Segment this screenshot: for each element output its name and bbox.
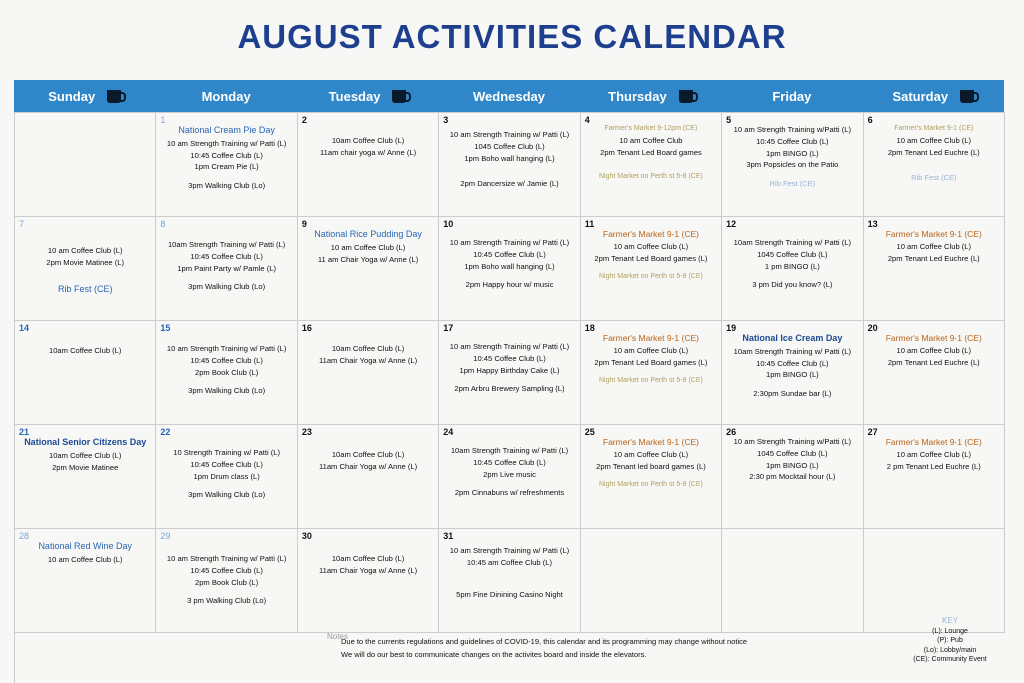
event: 10 am Coffee Club (L)	[330, 242, 406, 252]
event: 10 am Strength Training w/ Patti (L)	[166, 344, 287, 353]
day-header-saturday	[863, 80, 1004, 112]
day-number: 14	[19, 323, 30, 333]
event: 10 am Strength Training w/Patti (L)	[733, 437, 852, 446]
day-cell	[439, 425, 580, 529]
event: 3 pm Did you know? (L)	[752, 280, 833, 290]
event-special-day: National Rice Pudding Day	[314, 229, 422, 239]
event: 1pm BINGO (L)	[765, 148, 819, 158]
event: 2pm Dancersize w/ Jamie (L)	[460, 179, 559, 189]
day-cell	[298, 217, 439, 321]
day-number: 1	[160, 115, 166, 125]
weekday-header	[14, 80, 1004, 112]
day-cell	[722, 113, 863, 217]
event: 11am Chair Yoga w/ Anne (L)	[318, 461, 418, 471]
event: 2pm Tenant Led Board games (L)	[594, 357, 708, 367]
event: 1pm BINGO (L)	[765, 460, 819, 470]
notes-label: Notes	[327, 632, 348, 641]
event: 2pm Arbru Brewery Sampling (L)	[454, 384, 565, 394]
event-farmers-market: Farmer's Market 9-1 (CE)	[602, 333, 699, 343]
day-cell	[15, 113, 156, 217]
event: 2:30pm Sundae bar (L)	[753, 389, 832, 399]
event: 10:45 Coffee Club (L)	[190, 565, 263, 575]
day-number: 22	[160, 427, 171, 437]
day-cell	[298, 425, 439, 529]
day-cell	[864, 113, 1005, 217]
day-number: 12	[726, 219, 737, 229]
day-cell	[581, 321, 722, 425]
day-header-wednesday	[438, 80, 579, 112]
day-number: 11	[584, 219, 595, 229]
event: 10:45 Coffee Club (L)	[190, 251, 263, 261]
event: 2pm Live music	[483, 469, 536, 479]
day-header-monday	[155, 80, 296, 112]
event: 1pm Paint Party w/ Pamle (L)	[177, 263, 277, 273]
event-community: Night Market on Perth st 5-8 (CE)	[598, 272, 703, 280]
event: 10 am Strength Training w/Patti (L)	[733, 125, 852, 134]
day-cell	[864, 425, 1005, 529]
day-header-sunday	[14, 80, 155, 112]
event-community: Night Market on Perth st 5-8 (CE)	[598, 480, 703, 488]
event: 1 pm BINGO (L)	[764, 261, 820, 271]
day-label: Sunday	[48, 88, 96, 104]
event-special-day: National Ice Cream Day	[742, 333, 843, 343]
day-number: 3	[443, 115, 449, 125]
event: 10 am Coffee Club (L)	[613, 346, 689, 356]
day-number: 20	[867, 323, 878, 333]
day-cell	[439, 217, 580, 321]
event: 10 am Coffee Club (L)	[613, 450, 689, 460]
event-community: Night Market on Perth st 5-8 (CE)	[598, 173, 703, 181]
event: 10am Strength Training w/ Patti (L)	[167, 240, 286, 249]
event: 10:45 am Coffee Club (L)	[466, 557, 553, 567]
event-community: Farmer's Market 9-1 (CE)	[894, 125, 974, 132]
day-number: 31	[443, 531, 454, 541]
event: 2pm Movie Matinee	[52, 462, 119, 472]
coffee-cup-icon	[107, 90, 121, 103]
event: 10am Coffee Club (L)	[331, 344, 405, 353]
day-cell	[156, 425, 297, 529]
event: 10:45 Coffee Club (L)	[190, 355, 263, 365]
event-farmers-market: Farmer's Market 9-1 (CE)	[885, 437, 982, 447]
event: 10am Coffee Club (L)	[331, 450, 405, 459]
event: 1045 Coffee Club (L)	[757, 448, 828, 458]
day-cell	[581, 217, 722, 321]
event: 1pm BINGO (L)	[765, 370, 819, 380]
day-cell	[581, 529, 722, 633]
day-number: 25	[584, 427, 595, 437]
event: 10:45 Coffee Club (L)	[190, 150, 263, 160]
key-title: KEY	[941, 616, 958, 625]
key-item: (CE): Community Event	[913, 656, 987, 664]
event: 10 am Strength Training w/ Patti (L)	[449, 238, 570, 247]
event: 10am Strength Training w/ Patti (L)	[733, 238, 852, 247]
event: 3pm Popsicles on the Patio	[746, 160, 839, 170]
coffee-cup-icon	[960, 90, 974, 103]
event: 10 am Coffee Club	[619, 135, 683, 145]
event: 10:45 Coffee Club (L)	[190, 459, 263, 469]
event: 1pm Boho wall hanging (L)	[464, 261, 555, 271]
day-number: 18	[584, 323, 595, 333]
day-header-friday	[721, 80, 862, 112]
event: 1045 Coffee Club (L)	[474, 141, 545, 151]
event: 2pm Cinnabuns w/ refreshments	[454, 488, 565, 498]
event: 2pm Tenant led board games (L)	[596, 461, 706, 471]
day-cell	[15, 217, 156, 321]
event-farmers-market: Farmer's Market 9-1 (CE)	[602, 229, 699, 239]
coffee-cup-icon	[679, 90, 693, 103]
day-cell	[581, 425, 722, 529]
day-number: 13	[867, 219, 878, 229]
day-cell	[298, 529, 439, 633]
day-number: 2	[301, 115, 307, 125]
day-cell	[439, 113, 580, 217]
event: 10:45 Coffee Club (L)	[473, 249, 546, 259]
day-number: 27	[867, 427, 878, 437]
event: 10am Coffee Club (L)	[331, 554, 405, 563]
day-cell	[581, 113, 722, 217]
event-farmers-market: Farmer's Market 9-1 (CE)	[885, 229, 982, 239]
day-cell	[864, 217, 1005, 321]
day-label: Tuesday	[328, 88, 381, 104]
event-farmers-market: Farmer's Market 9-1 (CE)	[602, 437, 699, 447]
day-number: 17	[443, 323, 454, 333]
day-number: 7	[19, 219, 25, 229]
day-label: Wednesday	[472, 88, 545, 104]
day-label: Monday	[201, 88, 251, 104]
event: 10 am Strength Training w/ Patti (L)	[449, 342, 570, 351]
event: 10 am Coffee Club (L)	[896, 346, 972, 356]
event: 2pm Movie Matinee (L)	[46, 257, 125, 267]
event: 10:45 Coffee Club (L)	[756, 136, 829, 146]
event: 3pm Walking Club (Lo)	[188, 490, 266, 500]
day-cell	[15, 425, 156, 529]
day-cell	[298, 113, 439, 217]
event: 11 am Chair Yoga w/ Anne (L)	[317, 254, 419, 264]
event-community: Night Market on Perth st 5-8 (CE)	[598, 376, 703, 384]
event: 2pm Tenant Led Euchre (L)	[887, 147, 980, 157]
day-label: Thursday	[608, 88, 667, 104]
day-cell	[722, 425, 863, 529]
event: 1pm Drum class (L)	[193, 471, 260, 481]
event: 1pm Cream Pie (L)	[194, 162, 259, 172]
day-label: Friday	[772, 88, 812, 104]
event: 10:45 Coffee Club (L)	[473, 457, 546, 467]
day-cell	[156, 217, 297, 321]
event-farmers-market: Farmer's Market 9-1 (CE)	[885, 333, 982, 343]
day-header-tuesday	[297, 80, 438, 112]
day-cell	[722, 321, 863, 425]
day-cell	[156, 113, 297, 217]
event-community: Farmer's Market 9-12pm (CE)	[604, 125, 698, 132]
event: 10 am Coffee Club (L)	[613, 242, 689, 252]
event: 2 pm Tenant Led Euchre (L)	[886, 461, 981, 471]
day-cell	[722, 217, 863, 321]
notes-line: Due to the currents regulations and guidelines of COVID-19, this calendar and its programming may change without notice	[341, 637, 748, 646]
day-cell	[439, 529, 580, 633]
event-community: Rib Fest (CE)	[57, 283, 113, 294]
key-item: (L): Lounge	[932, 627, 968, 635]
day-number: 16	[301, 323, 312, 333]
day-number: 23	[301, 427, 312, 437]
notes-text	[341, 635, 747, 661]
day-cell	[15, 529, 156, 633]
event: 10am Coffee Club (L)	[331, 136, 405, 145]
event: 10 am Strength Training w/ Patti (L)	[449, 130, 570, 139]
event: 2pm Book Club (L)	[194, 367, 259, 377]
day-number: 5	[726, 115, 732, 125]
day-cell	[722, 529, 863, 633]
event: 11am chair yoga w/ Anne (L)	[320, 147, 417, 157]
day-label: Saturday	[892, 88, 949, 104]
event: 2pm Tenant Led Board games (L)	[594, 253, 708, 263]
event: 10am Coffee Club (L)	[48, 450, 122, 460]
event: 3pm Walking Club (Lo)	[188, 282, 266, 292]
event-special-day: National Cream Pie Day	[178, 125, 275, 135]
event: 2pm Happy hour w/ music	[465, 280, 554, 290]
day-number: 4	[584, 115, 590, 125]
notes-line: We will do our best to communicate changes on the activites board and inside the elevators.	[341, 650, 647, 660]
event: 5pm Fine Dinining Casino Night	[456, 589, 563, 599]
calendar-grid	[14, 112, 1005, 633]
notes-section	[14, 616, 1005, 683]
event: 1045 Coffee Club (L)	[757, 249, 828, 259]
event: 2pm Tenant Led Euchre (L)	[887, 357, 980, 367]
event: 10 am Strength Training w/ Patti (L)	[166, 138, 287, 148]
day-number: 30	[301, 531, 312, 541]
day-number: 10	[443, 219, 454, 229]
event: 2pm Book Club (L)	[194, 577, 259, 587]
event: 10 am Coffee Club (L)	[896, 135, 972, 145]
event: 10 am Strength Training w/ Patti (L)	[449, 546, 570, 555]
day-number: 29	[160, 531, 171, 541]
event: 1pm Happy Birthday Cake (L)	[459, 365, 560, 375]
event: 10 am Coffee Club (L)	[896, 450, 972, 460]
day-cell	[156, 321, 297, 425]
event: 10:45 Coffee Club (L)	[473, 353, 546, 363]
page-title: AUGUST ACTIVITIES CALENDAR	[237, 18, 787, 55]
event: 11am Chair Yoga w/ Anne (L)	[318, 355, 418, 365]
legend-key	[895, 616, 1005, 665]
day-number: 26	[726, 427, 737, 437]
day-number: 28	[19, 531, 30, 541]
day-cell	[15, 321, 156, 425]
coffee-cup-icon	[392, 90, 406, 103]
event-community: Rib Fest (CE)	[769, 179, 816, 189]
event: 10:45 Coffee Club (L)	[756, 358, 829, 368]
event: 3 pm Walking Club (Lo)	[187, 596, 267, 606]
day-number: 24	[443, 427, 454, 437]
day-cell	[156, 529, 297, 633]
day-number: 15	[160, 323, 171, 333]
event: 10 am Strength Training w/ Patti (L)	[166, 554, 287, 563]
event-special-day: National Senior Citizens Day	[24, 437, 147, 447]
event: 1pm Boho wall hanging (L)	[464, 153, 555, 163]
key-item: (Lo): Lobby/main	[923, 646, 977, 654]
event: 10 am Coffee Club (L)	[896, 242, 972, 252]
day-number: 21	[19, 427, 30, 437]
event: 10 Strength Training w/ Patti (L)	[173, 448, 281, 457]
event: 2pm Tenant Led Board games	[600, 147, 702, 157]
event: 10am Coffee Club (L)	[48, 346, 122, 355]
day-number: 9	[301, 219, 307, 229]
event-community: Rib Fest (CE)	[911, 173, 957, 183]
day-cell	[298, 321, 439, 425]
day-cell	[864, 321, 1005, 425]
event: 3pm Walking Club (Lo)	[188, 386, 266, 396]
day-number: 6	[867, 115, 873, 125]
event: 10am Strength Training w/ Patti (L)	[450, 446, 569, 455]
day-number: 19	[726, 323, 737, 333]
event: 10 am Coffee Club (L)	[47, 246, 123, 255]
day-number: 8	[160, 219, 166, 229]
event-special-day: National Red Wine Day	[38, 541, 132, 551]
event: 2:30 pm Mocktail hour (L)	[749, 472, 836, 482]
day-header-thursday	[580, 80, 721, 112]
key-item: (P): Pub	[937, 637, 963, 645]
event: 2pm Tenant Led Euchre (L)	[887, 253, 980, 263]
day-cell	[439, 321, 580, 425]
event: 3pm Walking Club (Lo)	[188, 181, 266, 191]
event: 10am Strength Training w/ Patti (L)	[733, 346, 852, 356]
event: 10 am Coffee Club (L)	[47, 554, 123, 564]
event: 11am Chair Yoga w/ Anne (L)	[318, 565, 418, 575]
